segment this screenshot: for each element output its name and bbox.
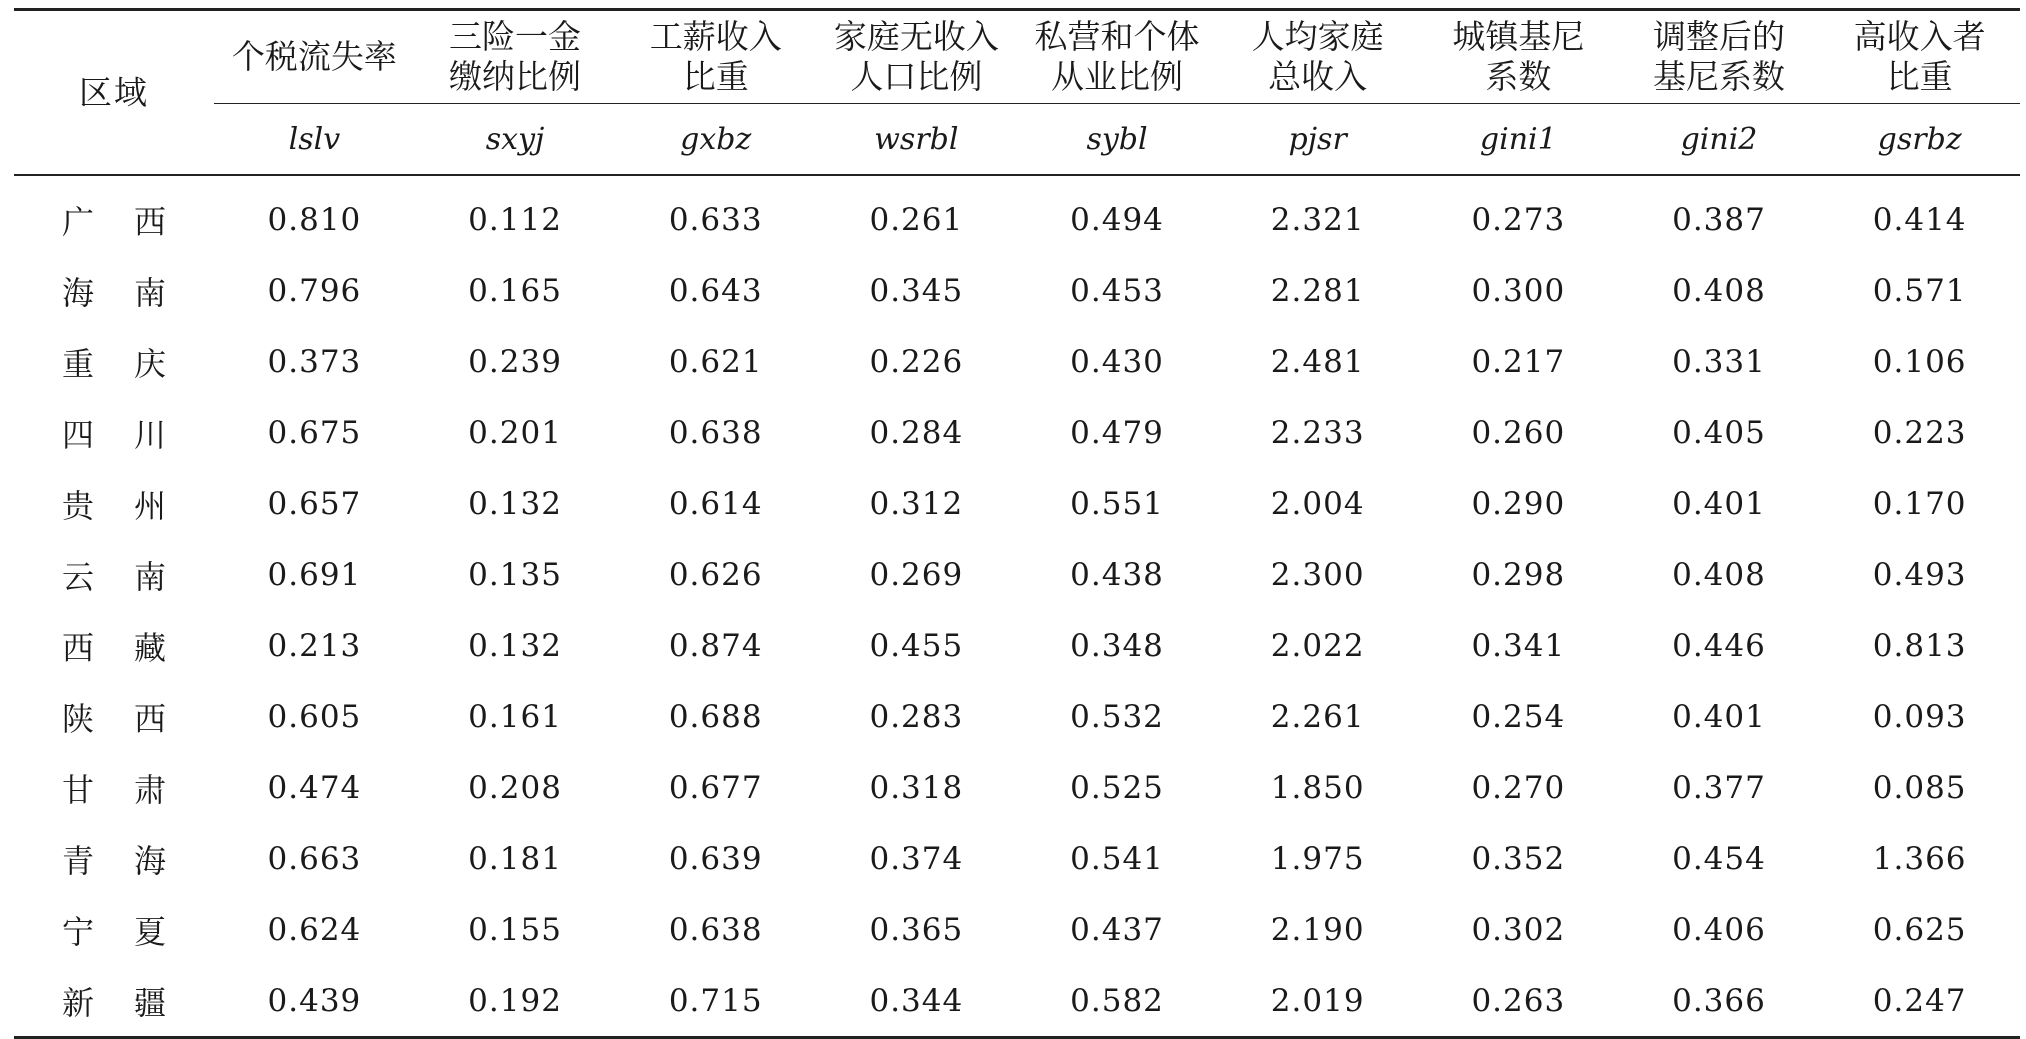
value-cell-gsrbz: 0.085 bbox=[1872, 769, 1967, 806]
value-cell-sxyj: 0.181 bbox=[468, 840, 562, 877]
table-row bbox=[14, 326, 2020, 397]
value-cell-pjsr: 2.019 bbox=[1217, 965, 1418, 1038]
value-cell-gini2: 0.377 bbox=[1672, 769, 1766, 806]
column-header-pjsr: 人均家庭 总收入 bbox=[1217, 10, 1418, 104]
value-cell-gxbz: 0.638 bbox=[668, 414, 763, 451]
value-cell-gsrbz: 0.106 bbox=[1872, 343, 1967, 380]
value-cell-gsrbz: 1.366 bbox=[1872, 840, 1967, 877]
value-cell-lslv: 0.675 bbox=[267, 414, 362, 451]
value-cell-wsrbl: 0.365 bbox=[869, 911, 964, 948]
value-cell-sybl: 0.348 bbox=[1070, 627, 1164, 664]
table-header bbox=[14, 10, 2020, 176]
table-row bbox=[14, 397, 2020, 468]
column-header-sybl: 私营和个体 从业比例 bbox=[1017, 10, 1218, 104]
value-cell-wsrbl: 0.261 bbox=[869, 201, 964, 238]
value-cell-gsrbz: 0.571 bbox=[1872, 272, 1967, 309]
table-row bbox=[14, 823, 2020, 894]
value-cell-gxbz: 0.633 bbox=[668, 201, 763, 238]
value-cell-gini2: 0.331 bbox=[1672, 343, 1766, 380]
value-cell-pjsr: 2.022 bbox=[1270, 627, 1365, 664]
value-cell-pjsr: 2.300 bbox=[1270, 556, 1365, 593]
value-cell-sxyj: 0.161 bbox=[468, 698, 562, 735]
value-cell-gxbz: 0.643 bbox=[668, 272, 763, 309]
column-code-lslv: lslv bbox=[214, 104, 415, 176]
value-cell-gxbz: 0.626 bbox=[668, 556, 763, 593]
value-cell-gsrbz: 0.247 bbox=[1819, 965, 2020, 1038]
value-cell-pjsr: 2.321 bbox=[1270, 201, 1365, 238]
value-cell-gsrbz: 0.625 bbox=[1872, 911, 1967, 948]
value-cell-sybl: 0.525 bbox=[1070, 769, 1164, 806]
column-header-gsrbz: 高收入者 比重 bbox=[1819, 10, 2020, 104]
value-cell-sxyj: 0.112 bbox=[468, 201, 562, 238]
value-cell-sxyj: 0.201 bbox=[468, 414, 562, 451]
value-cell-sybl: 0.453 bbox=[1070, 272, 1164, 309]
column-header-wsrbl: 家庭无收入 人口比例 bbox=[816, 10, 1017, 104]
value-cell-gxbz: 0.715 bbox=[615, 965, 816, 1038]
region-cell: 甘肃 bbox=[62, 770, 207, 809]
table-row bbox=[14, 681, 2020, 752]
value-cell-lslv: 0.657 bbox=[267, 485, 362, 522]
column-code-gini1: gini1 bbox=[1418, 104, 1619, 176]
value-cell-gini1: 0.341 bbox=[1471, 627, 1566, 664]
value-cell-gxbz: 0.688 bbox=[668, 698, 763, 735]
value-cell-lslv: 0.796 bbox=[267, 272, 362, 309]
value-cell-pjsr: 1.850 bbox=[1270, 769, 1365, 806]
column-code-gini2: gini2 bbox=[1619, 104, 1820, 176]
value-cell-lslv: 0.663 bbox=[267, 840, 362, 877]
column-header-gini2: 调整后的 基尼系数 bbox=[1619, 10, 1820, 104]
value-cell-sxyj: 0.165 bbox=[468, 272, 562, 309]
value-cell-lslv: 0.624 bbox=[267, 911, 362, 948]
region-cell: 贵州 bbox=[62, 486, 207, 525]
table-row bbox=[14, 255, 2020, 326]
value-cell-gini1: 0.260 bbox=[1471, 414, 1566, 451]
value-cell-sxyj: 0.132 bbox=[468, 627, 562, 664]
value-cell-gxbz: 0.874 bbox=[668, 627, 763, 664]
value-cell-gini1: 0.302 bbox=[1471, 911, 1566, 948]
value-cell-gini1: 0.217 bbox=[1471, 343, 1566, 380]
value-cell-lslv: 0.373 bbox=[267, 343, 362, 380]
value-cell-pjsr: 2.190 bbox=[1270, 911, 1365, 948]
table-row bbox=[14, 175, 2020, 255]
value-cell-sxyj: 0.208 bbox=[468, 769, 562, 806]
value-cell-gini1: 0.290 bbox=[1471, 485, 1566, 522]
value-cell-lslv: 0.439 bbox=[214, 965, 415, 1038]
value-cell-sxyj: 0.135 bbox=[468, 556, 562, 593]
region-cell: 新疆 bbox=[14, 965, 214, 1038]
value-cell-wsrbl: 0.269 bbox=[869, 556, 964, 593]
value-cell-sybl: 0.430 bbox=[1070, 343, 1164, 380]
value-cell-gini1: 0.300 bbox=[1471, 272, 1566, 309]
table-body bbox=[14, 175, 2020, 1038]
value-cell-sxyj: 0.132 bbox=[468, 485, 562, 522]
value-cell-sxyj: 0.155 bbox=[468, 911, 562, 948]
column-code-gsrbz: gsrbz bbox=[1819, 104, 2020, 176]
regional-income-table bbox=[14, 8, 2020, 1039]
value-cell-gini2: 0.406 bbox=[1672, 911, 1766, 948]
value-cell-gini1: 0.298 bbox=[1471, 556, 1566, 593]
value-cell-lslv: 0.213 bbox=[267, 627, 362, 664]
column-header-lslv: 个税流失率 bbox=[214, 10, 415, 104]
value-cell-sybl: 0.582 bbox=[1017, 965, 1218, 1038]
value-cell-gxbz: 0.638 bbox=[668, 911, 763, 948]
value-cell-gini1: 0.270 bbox=[1471, 769, 1566, 806]
region-cell: 宁夏 bbox=[62, 912, 207, 951]
region-cell: 青海 bbox=[62, 841, 207, 880]
value-cell-pjsr: 2.004 bbox=[1270, 485, 1365, 522]
data-table-container bbox=[14, 8, 2020, 1039]
value-cell-gini2: 0.446 bbox=[1672, 627, 1766, 664]
value-cell-sybl: 0.437 bbox=[1070, 911, 1164, 948]
table-row bbox=[14, 752, 2020, 823]
value-cell-gini1: 0.273 bbox=[1471, 201, 1566, 238]
value-cell-wsrbl: 0.284 bbox=[869, 414, 964, 451]
region-cell: 广西 bbox=[62, 202, 207, 241]
value-cell-lslv: 0.810 bbox=[267, 201, 362, 238]
value-cell-sybl: 0.532 bbox=[1070, 698, 1164, 735]
column-header-gxbz: 工薪收入 比重 bbox=[615, 10, 816, 104]
value-cell-lslv: 0.605 bbox=[267, 698, 362, 735]
value-cell-gxbz: 0.621 bbox=[668, 343, 763, 380]
value-cell-gini2: 0.454 bbox=[1672, 840, 1766, 877]
column-code-gxbz: gxbz bbox=[615, 104, 816, 176]
value-cell-wsrbl: 0.283 bbox=[869, 698, 964, 735]
region-cell: 重庆 bbox=[62, 344, 207, 383]
value-cell-gini2: 0.401 bbox=[1672, 698, 1766, 735]
value-cell-gxbz: 0.614 bbox=[668, 485, 763, 522]
value-cell-gini2: 0.387 bbox=[1672, 201, 1766, 238]
value-cell-gini2: 0.366 bbox=[1619, 965, 1820, 1038]
value-cell-wsrbl: 0.455 bbox=[869, 627, 964, 664]
value-cell-gini2: 0.401 bbox=[1672, 485, 1766, 522]
column-header-sxyj: 三险一金 缴纳比例 bbox=[415, 10, 616, 104]
value-cell-gxbz: 0.677 bbox=[668, 769, 763, 806]
value-cell-wsrbl: 0.345 bbox=[869, 272, 964, 309]
column-code-sybl: sybl bbox=[1017, 104, 1218, 176]
value-cell-gini1: 0.254 bbox=[1471, 698, 1566, 735]
value-cell-gini1: 0.263 bbox=[1418, 965, 1619, 1038]
column-header-gini1: 城镇基尼 系数 bbox=[1418, 10, 1619, 104]
value-cell-gini1: 0.352 bbox=[1471, 840, 1566, 877]
value-cell-pjsr: 2.233 bbox=[1270, 414, 1365, 451]
value-cell-wsrbl: 0.226 bbox=[869, 343, 964, 380]
value-cell-wsrbl: 0.344 bbox=[816, 965, 1017, 1038]
value-cell-sybl: 0.541 bbox=[1070, 840, 1164, 877]
value-cell-wsrbl: 0.312 bbox=[869, 485, 964, 522]
table-row bbox=[14, 894, 2020, 965]
value-cell-gini2: 0.408 bbox=[1672, 556, 1766, 593]
value-cell-gini2: 0.408 bbox=[1672, 272, 1766, 309]
value-cell-lslv: 0.474 bbox=[267, 769, 362, 806]
value-cell-sybl: 0.479 bbox=[1070, 414, 1164, 451]
region-cell: 云南 bbox=[62, 557, 207, 596]
column-code-wsrbl: wsrbl bbox=[816, 104, 1017, 176]
value-cell-gxbz: 0.639 bbox=[668, 840, 763, 877]
value-cell-sybl: 0.438 bbox=[1070, 556, 1164, 593]
table-row bbox=[14, 610, 2020, 681]
column-code-pjsr: pjsr bbox=[1217, 104, 1418, 176]
region-cell: 海南 bbox=[62, 273, 207, 312]
region-column-header: 区域 bbox=[14, 10, 214, 176]
value-cell-lslv: 0.691 bbox=[267, 556, 362, 593]
value-cell-gini2: 0.405 bbox=[1672, 414, 1766, 451]
region-cell: 西藏 bbox=[62, 628, 207, 667]
value-cell-sxyj: 0.192 bbox=[415, 965, 616, 1038]
value-cell-gsrbz: 0.813 bbox=[1872, 627, 1967, 664]
table-row bbox=[14, 468, 2020, 539]
table-row bbox=[14, 539, 2020, 610]
value-cell-wsrbl: 0.374 bbox=[869, 840, 964, 877]
value-cell-pjsr: 2.261 bbox=[1270, 698, 1365, 735]
value-cell-sybl: 0.494 bbox=[1070, 201, 1164, 238]
value-cell-sxyj: 0.239 bbox=[468, 343, 562, 380]
value-cell-gsrbz: 0.093 bbox=[1872, 698, 1967, 735]
value-cell-gsrbz: 0.223 bbox=[1872, 414, 1967, 451]
value-cell-pjsr: 2.481 bbox=[1270, 343, 1365, 380]
value-cell-gsrbz: 0.170 bbox=[1872, 485, 1967, 522]
value-cell-gsrbz: 0.414 bbox=[1872, 201, 1967, 238]
column-code-sxyj: sxyj bbox=[415, 104, 616, 176]
region-cell: 四川 bbox=[62, 415, 207, 454]
value-cell-gsrbz: 0.493 bbox=[1872, 556, 1967, 593]
value-cell-pjsr: 2.281 bbox=[1270, 272, 1365, 309]
region-cell: 陕西 bbox=[62, 699, 207, 738]
table-row bbox=[14, 965, 2020, 1038]
value-cell-sybl: 0.551 bbox=[1070, 485, 1164, 522]
value-cell-wsrbl: 0.318 bbox=[869, 769, 964, 806]
value-cell-pjsr: 1.975 bbox=[1270, 840, 1365, 877]
